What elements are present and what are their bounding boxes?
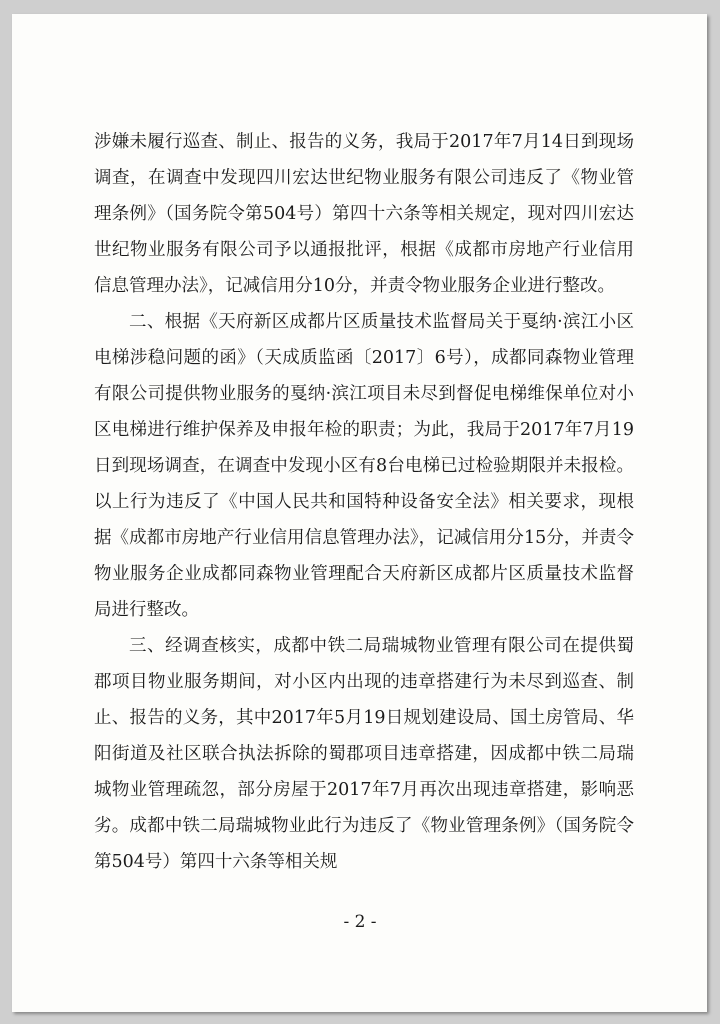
paragraph-item-3: 三、经调查核实，成都中铁二局瑞城物业管理有限公司在提供蜀郡项目物业服务期间，对小区内出现的违章搭建行为未尽到巡查、制止、报告的义务，其中2017年5月19日规划建设局、国土房管局、华阳街道及社区联合执法拆除的蜀郡项目违章搭建，因成都中铁二局瑞城物业管理疏忽，部分房屋于2017年7月再次出现违章搭建，影响恶劣。成都中铁二局瑞城物业此行为违反了《物业管理条例》（国务院令第504号）第四十六条等相关规 (94, 636, 634, 872)
paragraph-continuation: 涉嫌未履行巡查、制止、报告的义务，我局于2017年7月14日到现场调查，在调查中发现四川宏达世纪物业服务有限公司违反了《物业管理条例》（国务院令第504号）第四十六条等相关规定，现对四川宏达世纪物业服务有限公司予以通报批评，根据《成都市房地产行业信用信息管理办法》，记减信用分10分，并责令物业服务企业进行整改。 (94, 132, 634, 296)
page-number: - 2 - (343, 912, 377, 932)
paragraph-item-2: 二、根据《天府新区成都片区质量技术监督局关于戛纳·滨江小区电梯涉稳问题的函》（天成质监函〔2017〕6号），成都同森物业管理有限公司提供物业服务的戛纳·滨江项目未尽到督促电梯维保单位对小区电梯进行维护保养及申报年检的职责；为此，我局于2017年7月19日到现场调查，在调查中发现小区有8台电梯已过检验期限并未报检。以上行为违反了《中国人民共和国特种设备安全法》相关要求，现根据《成都市房地产行业信用信息管理办法》，记减信用分15分，并责令物业服务企业成都同森物业管理配合天府新区成都片区质量技术监督局进行整改。 (94, 312, 634, 620)
document-body (94, 124, 634, 880)
